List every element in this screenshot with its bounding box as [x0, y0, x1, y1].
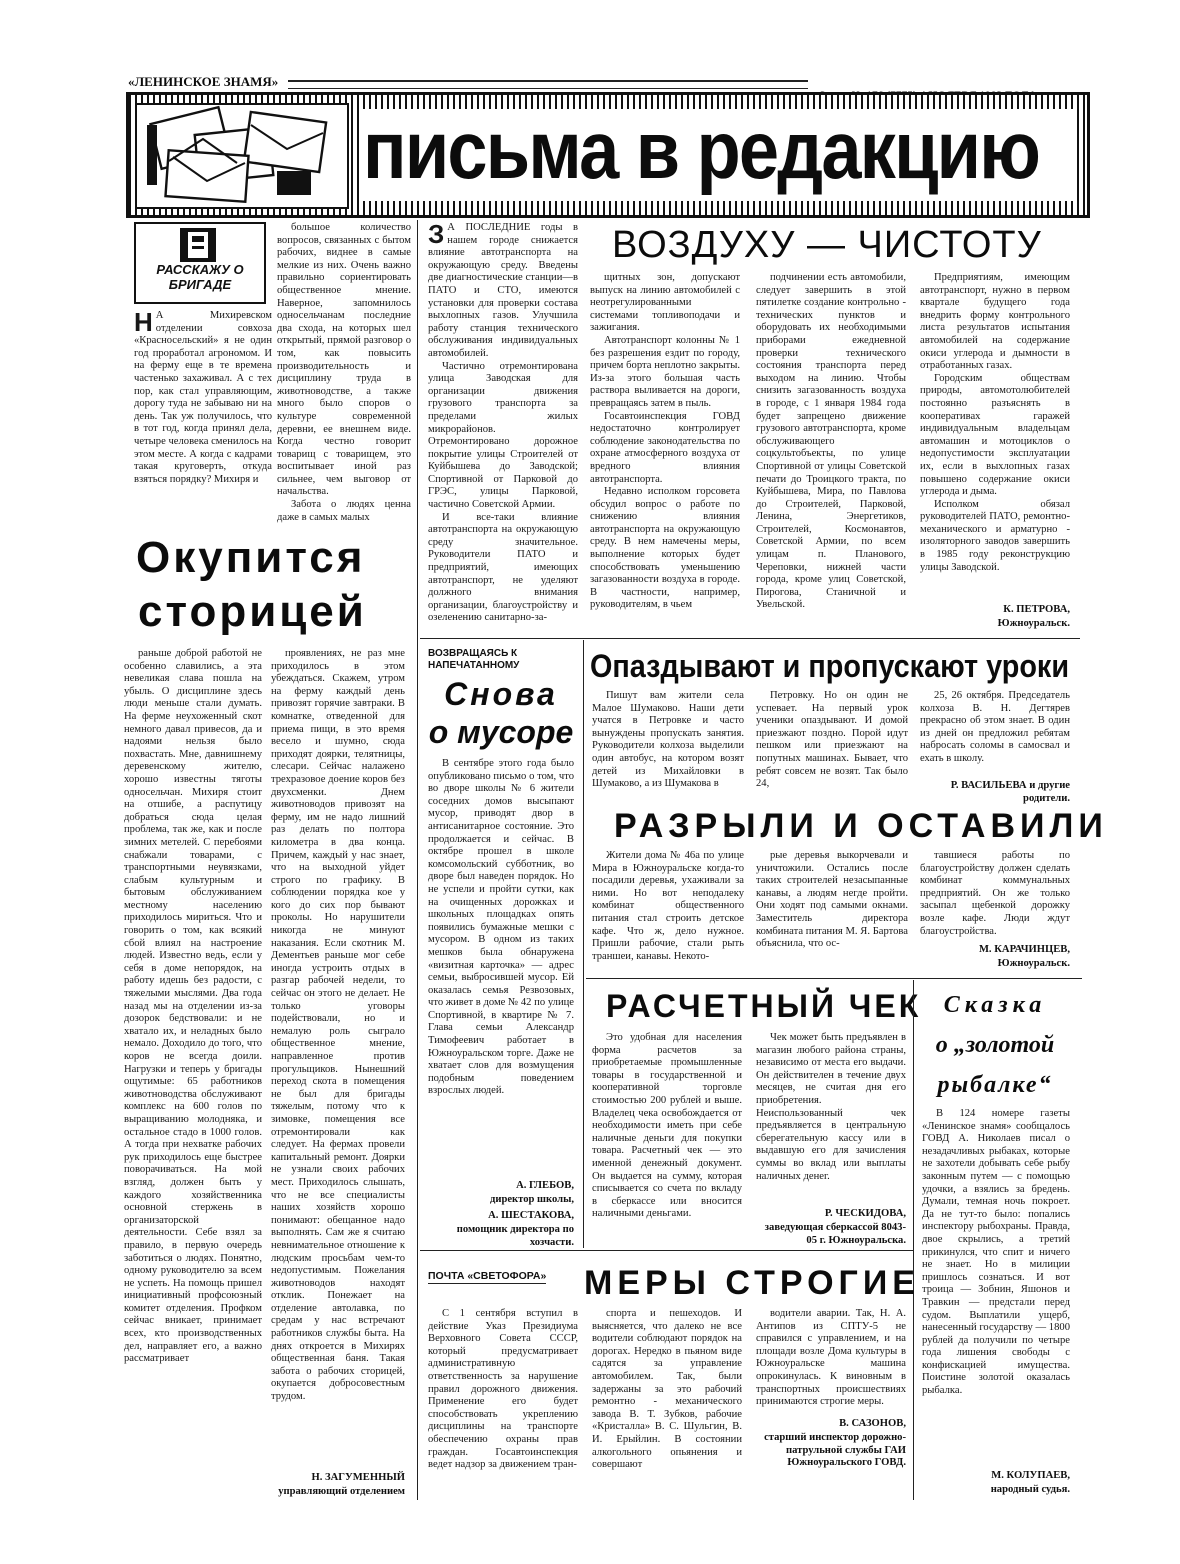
- section-rule: [586, 978, 1082, 979]
- raschet-col2: [756, 1032, 906, 1204]
- razryli-col1: [592, 850, 744, 962]
- brigade-badge: [134, 222, 266, 304]
- article-paragraph: раньше доброй работой не особенно славились, а эта невеликая слава пошла на убыль. О дисциплине здесь люди меньше стали думать. На ферме неухоженный скот немного давал привесов, да и надоями нельзя было похвастать. Мне, давнишнему деревенскому жителю, хорошо известны тяготы односельчан. Михиря стоит на отшибе, а распутицу добраться сюда целая проблема, так же, как и после зимних метелей. С перебоями снабжали товарами, с транспортными неувязками, слабым культурным и бытовым обслуживанием местному населению приходилось мириться. Что и говорить о том, как всякий сбой влиял на настроение людей. Известно ведь, если у себя в доме непорядок, на работу идешь без радости, с тяжелыми мыслями. Два года назад мы на отделении из-за дозорок бедствовали: и не хватало их, и неладных было немало. Доходило до того, что коров не всегда доили. Нагрузки и теперь у бригады ощутимые: 65 работников животноводства обслуживают комплекс на 600 голов по выращиванию молодняка, и остальное стадо в 1000 голов. А тогда при нехватке рабочих рук приходилось еще быстрее поворачиваться. На мой взгляд, должен быть у каждого хозяйственника основной стержень в организаторской деятельности. Себе взял за правило, в первую очередь заботиться о людях. Понятно, одному руководителю за всем не успеть. На помощь пришел инициативный профсоюзный комитет отделения. Профком сейчас вникает, принимает всех, кто производственных дел, направляет его, а важно рассматривает: [124, 648, 262, 1365]
- rubric-banner: [126, 92, 1090, 218]
- raschet-author: Р. ЧЕСКИДОВА,: [824, 1208, 906, 1219]
- column-rule: [583, 640, 584, 1248]
- section-rule: [420, 1250, 914, 1251]
- vozduh-author-place: Южноуральск.: [997, 618, 1070, 629]
- rubric-title-box: [359, 105, 1075, 201]
- newspaper-name: «ЛЕНИНСКОЕ ЗНАМЯ»: [128, 74, 279, 89]
- opazd-author: Р. ВАСИЛЬЕВА и другие родители.: [950, 780, 1070, 804]
- vozduh-author: К. ПЕТРОВА,: [1003, 604, 1070, 615]
- snova-author1-title: директор школы,: [490, 1194, 574, 1205]
- article-title-line2: сторицей: [138, 587, 367, 636]
- skazka-author-title: народный судья.: [990, 1484, 1070, 1495]
- pochta-col2: [592, 1308, 742, 1500]
- pochta-col3: [756, 1308, 906, 1414]
- article-paragraph: С 1 сентября вступил в действие Указ Президиума Верховного Совета СССР, который предусматривает административную ответственность за нарушение правил дорожного движения. Применение его будет способствовать укреплению дисциплины на транспорте обеспечению охраны прав граждан. Госавтоинспекция ведет надзор за движением тран-: [428, 1308, 578, 1471]
- section-rule: [420, 638, 1080, 639]
- brigade-emblem-icon: [180, 228, 216, 262]
- article-author: Н. ЗАГУМЕННЫЙ: [311, 1472, 405, 1483]
- article-paragraph: Забота о людях ценна даже в самых малых: [277, 499, 411, 523]
- opazd-title: Опаздывают и пропускают уроки: [590, 648, 1070, 684]
- vozduh-col2: [590, 272, 740, 628]
- article-paragraph: подчинении есть автомобили, следует завершить в этой пятилетке создание контрольно - технических пунктов и оборудовать их необходимыми приборами ежедневной проверки технического состояния транспорта перед выходом на линию. Чтобы снизить загазованность воздуха в городе, с 1 января 1984 года будет запрещено движение грузового автотранспорта, кроме обслуживающего соцкультобъекты, по улице Спортивной от улицы Советской печати до Троицкого тракта, по Куйбышева, Мира, по Павлова до Строителей, Парковой, Ленина, Энергетиков, Строителей, Космонавтов, Советской Армии, по всем улицам п. Планового, Череповки, нижней части города, кроме улиц Советской, Пирогова, Станичной и Увельской.: [756, 272, 906, 611]
- opazd-col1: [592, 690, 744, 804]
- column-rule: [913, 980, 914, 1500]
- article-paragraph: Исполком обязал руководителей ПАТО, ремонтно- механического и арматурно - изоляторного заводов завершить в 1985 году реконструкцию улицы Заводской.: [920, 498, 1070, 573]
- article-title: ВОЗДУХУ — ЧИСТОТУ: [612, 224, 1042, 266]
- article-paragraph: Госавтоинспекция ГОВД недостаточно контролирует соблюдение законодательства по охране атмосферного воздуха от вредного влияния автотранспорта.: [590, 410, 740, 485]
- brigade-badge-label: РАССКАЖУ О БРИГАДЕ: [156, 262, 244, 292]
- skazka-title-line3: рыбалке“: [937, 1072, 1053, 1098]
- pochta-col1: [428, 1308, 578, 1500]
- article-title-line1: Окупится: [136, 533, 366, 582]
- article-paragraph: А ПОСЛЕДНИЕ годы в нашем городе снижается влияние автотранспорта на окружающую среду. Введены две диагностические станции—в ПАТО и СТО, имеются установки для проверки состава выхлопных газов. Улучшила работу станция технического обслуживания индивидуальных автомобилей.: [428, 222, 578, 359]
- pochta-author: В. САЗОНОВ,: [839, 1418, 906, 1429]
- opazd-col2: [756, 690, 908, 804]
- raschet-title: РАСЧЕТНЫЙ ЧЕК: [606, 988, 922, 1024]
- article-paragraph: водители аварии. Так, Н. А. Антипов из СПТУ-5 не справился с управлением, и на площади возле Дома культуры в Южноуральске машина опрокинулась. К виновным в транспортных происшествиях принимаются строгие меры.: [756, 1308, 906, 1408]
- article-paragraph: проявлениях, не раз мне приходилось в этом убеждаться. Скажем, утром на ферму каждый день привозят горячие завтраки. В комнатке, отведенной для приема пищи, в это время весело и шумно, сюда приходят доярки, телятницы, слесари. Сейчас налажено трехразовое доение коров без двухсменки. Днем животноводов привозят на ферму, им не надо лишний раз делать по полтора километра в два конца. Причем, каждый у нас знает, что на выходной уйдет строго по графику. В соблюдении порядка кое у кого до сих пор бывают проколы. Но нарушители никогда не минуют наказания. Если скотник М. Дементьев раньше мог себе иногда устроить отдых в разгар рабочей недели, то сейчас он этого не делает. Не только уговоры подействовали, но и немалую роль сыграло общественное мнение, направленное против прогульщиков. Нынешний переход скота в помещения не был для бригады тяжелым, потому что к зимовке, помещения все отремонтировали как следует. На фермах провели капитальный ремонт. Доярки не узнали своих рабочих мест. Приходилось слышать, что не все специалисты наших хозяйств хорошо понимают: обещанное надо выполнять. Сам же я считаю невнимательное отношение к людским просьбам чем-то недопустимым. Пожелания животноводов находят отклик. Понежает на отделение автолавка, по средам у нас встречают работников службы быта. На днях откроется в Михирях общественная баня. Такая забота о рабочих сторицей, окупается добросовестным трудом.: [271, 648, 405, 1403]
- snova-title-line2: о мусоре: [428, 714, 574, 750]
- article-col2-body: [271, 648, 405, 1470]
- article-paragraph: Это удобная для населения форма расчетов за приобретаемые промышленные товары в государственной и кооперативной торговле стоимостью 200 рублей и выше. Владелец чека освобождается от необходимости иметь при себе наличные деньги для покупки товара. Расчетный чек — это именной денежный документ. Он выдается на сумму, которая списывается со счета по вкладу в сберкассе или вносится наличными деньгами.: [592, 1032, 742, 1220]
- skazka-title-line1: Сказка: [943, 992, 1047, 1018]
- article-paragraph: большое количество вопросов, связанных с бытом рабочих, виднее в самые мелкие из них. Очень важно правильно сориентировать общественное мнение. Наверное, запомнилось односельчанам последние два схода, на которых шел открытый, прямой разговор о том, как повысить производительность и дисциплину труда в животноводстве, а также много было споров о культуре современной деревни, ее внешнем виде. Когда честно говорит товарищ с товарищем, это воспитывает иной раз сильнее, чем выговор от начальства.: [277, 222, 411, 498]
- column-rule: [417, 220, 418, 1500]
- opazd-col3: [920, 690, 1070, 778]
- rubric-title: письма в редакцию: [363, 105, 1040, 196]
- razryli-title: РАЗРЫЛИ И ОСТАВИЛИ: [614, 807, 1108, 845]
- vozduh-col3: [756, 272, 906, 628]
- skazka-title-line2: о „золотой: [935, 1032, 1055, 1058]
- dropcap-n: Н: [134, 310, 153, 337]
- article-paragraph: А Михиревском отделении совхоза «Красносельский» я не один год проработал агрономом. И на ферму еще в те времена частенько захаживал. А с тех пор, как стал управляющим, дорогу туда не забываю ни на день. Так уж получилось, что в тот год, когда принял дела, четыре человека сменилось на этом месте. А когда с кадрами такая круговерть, откуда взяться порядку? Михиря и: [134, 310, 272, 485]
- vozduh-col4: [920, 272, 1070, 588]
- raschet-col1: [592, 1032, 742, 1242]
- article-author-title: управляющий отделением: [278, 1486, 405, 1497]
- article-paragraph: Петровку. Но он один не успевает. На первый урок ученики опаздывают. И домой приезжают поздно. Порой идут пешком или приезжают на попутных машинах. Бывает, что ребят совсем не возят. Так было 24,: [756, 690, 908, 790]
- pochta-title: МЕРЫ СТРОГИЕ: [584, 1264, 920, 1302]
- article-paragraph: Недавно исполком горсовета обсудил вопрос о работе по снижению влияния автотранспорта на окружающую среду. В нем намечены меры, выполнение которых будет способствовать уменьшению загазованности воздуха в городе. В частности, например, руководителям, в чьем: [590, 486, 740, 611]
- snova-body: [428, 758, 574, 1178]
- snova-author2-title: помощник директора по хозчасти.: [456, 1224, 574, 1248]
- raschet-author-title: заведующая сберкассой 8043-05 г. Южноуральска.: [764, 1222, 906, 1246]
- razryli-author-place: Южноуральск.: [997, 958, 1070, 969]
- article-paragraph: Жители дома № 46а по улице Мира в Южноуральске когда-то посадили деревья, ухаживали за ними. Но вот неподалеку комбинат общественного питания стал строить детское кафе. Что ж, дело нужное. Пришли рабочие, стали рыть траншеи, канавы. Некото-: [592, 850, 744, 962]
- article-paragraph: рые деревья выкорчевали и уничтожили. Остались после таких строителей незасыпанные канавы, а людям негде пройти. Они ходят под самыми окнами. Заместитель директора комбината питания М. Я. Бартова объяснила, что ос-: [756, 850, 908, 950]
- vozduh-col1: [428, 222, 578, 624]
- razryli-col3: [920, 850, 1070, 940]
- article-paragraph: Городским обществам природы, автомотолюбителей постоянно разъяснять в кооперативах гаражей индивидуальным владельцам автомашин и мотоциклов о недопустимости эксплуатации их, если в выхлопных газах повышено содержание окиси углерода и дыма.: [920, 372, 1070, 498]
- snova-author2: А. ШЕСТАКОВА,: [488, 1210, 574, 1221]
- article-paragraph: Частично отремонтирована улица Заводская для организации движения грузового транспорта за пределами жилых микрорайонов. Отремонтировано дорожное покрытие улицы Строителей от Куйбышева до Заводской; Спортивной от Парковой до ГРЭС, улицы Парковой, частично Советской Армии.: [428, 360, 578, 511]
- article-paragraph: 25, 26 октября. Председатель колхоза В. Н. Дегтярев прекрасно об этом знает. В один из дней он предложил ребятам набросать соломы в самосвал и ехать в школу.: [920, 690, 1070, 764]
- article-col1-start: [134, 310, 272, 530]
- snova-title-line1: Снова: [444, 676, 558, 712]
- article-paragraph: тавшиеся работы по благоустройству должен сделать комбинат коммунальных предприятий. Он же только засыпал щебенкой дорожку возле кафе. Люди ждут благоустройства.: [920, 850, 1070, 937]
- article-paragraph: спорта и пешеходов. И выясняется, что далеко не все водители соблюдают порядок на дорогах. Нередко в пьяном виде садятся за управление автомобилем. Так, были задержаны за это рабочий ремонтно - механического завода В. Т. Зубков, рабочие «Кристалла» В. С. Шульгин, В. И. Ерыйлин. В состоянии алкогольного опьянения и совершают: [592, 1308, 742, 1471]
- razryli-col2: [756, 850, 908, 962]
- snova-kicker: ВОЗВРАЩАЯСЬ К НАПЕЧАТАННОМУ: [428, 648, 520, 671]
- skazka-author: М. КОЛУПАЕВ,: [991, 1470, 1070, 1481]
- pochta-author-title: старший инспектор дорожно-патрульной службы ГАИ Южноуральского ГОВД.: [764, 1432, 906, 1469]
- masthead-rule: [288, 80, 808, 89]
- article-paragraph: Чек может быть предъявлен в магазин любого района страны, независимо от места его выдачи. Он действителен в течение двух месяцев, не считая дня его приобретения. Неиспользованный чек предъявляется в центральную сберегательную кассу или в выдавшую его для зачисления суммы во вклад или выплаты наличных денег.: [756, 1032, 906, 1182]
- envelopes-icon: [135, 103, 349, 209]
- article-col2-start: [277, 222, 411, 542]
- snova-author1: А. ГЛЕБОВ,: [516, 1180, 574, 1191]
- razryli-author: М. КАРАЧИНЦЕВ,: [978, 944, 1070, 955]
- article-paragraph: В 124 номере газеты «Ленинское знамя» сообщалось ГОВД А. Николаев писал о незадачливых рыбаках, которые не захотели добывать себе рыбу законным путем — с помощью удочки, а взялись за бредень. Думали, темная ночь покроет. Да не тут-то было: попались инспектору рыбохраны. Правда, двое скрылись, а третий прикинулся, что спит и ничего не знает. Но в милиции пришлось сознаться. И вот троица — Зобнин, Яшонов и Травкин — предстали перед судом. Выплатили ущерб, нанесенный государству — 1800 рублей да получили по четыре года лишения свободы с конфискацией имущества. Поистине золотой оказалась рыбалка.: [922, 1108, 1070, 1397]
- article-paragraph: И все-таки влияние автотранспорта на окружающую среду значительное. Руководители ПАТО и предприятий, имеющих автотранспорт, не уделяют должного внимания организации, благоустройству и озеленению санитарно-за-: [428, 511, 578, 624]
- article-paragraph: В сентябре этого года было опубликовано письмо о том, что во дворе школы № 6 жители соседних домов высыпают мусор, приводят двор в антисанитарное состояние. Это продолжается и сейчас. В октябре прошел в школе комсомольский субботник, во дворе был наведен порядок. Но не успели и пройти сутки, как на очищенных дорожках и школьных площадках опять появились бумажные мешки с мусором. В одном из таких мешков была обнаружена «визитная карточка» — адрес семьи, выбросившей мусор. Ей оказалась семья Резвозовых, что живет в доме № 42 по улице Спортивной, в квартире № 7. Глава семьи Александр Тимофеевич работает в Южноуральском торге. Даже не хватает слов для возмущения подобным поведением взрослых людей.: [428, 758, 574, 1097]
- article-paragraph: Предприятиям, имеющим автотранспорт, нужно в первом квартале будущего года внедрить форму контрольного листа результатов испытания автомобилей на содержание окиси углерода и дымности в отработанных газах.: [920, 272, 1070, 372]
- dropcap-z: З: [428, 222, 445, 249]
- article-col1-body: [124, 648, 262, 1500]
- article-paragraph: Пишут вам жители села Малое Шумаково. Наши дети учатся в Петровке и часто вынуждены пропускать занятия. Руководители колхоза выделили один автобус, на котором возят детей из Михайловки в Шумаково, а из Шумакова в: [592, 690, 744, 790]
- article-paragraph: щитных зон, допускают выпуск на линию автомобилей с неотрегулированными системами топливоподачи и зажигания.: [590, 272, 740, 334]
- skazka-body: [922, 1108, 1070, 1470]
- pochta-kicker: ПОЧТА «СВЕТОФОРА»: [428, 1270, 547, 1282]
- article-paragraph: Автотранспорт колонны № 1 без разрешения ездит по городу, причем борта неплотно закрыты. Из-за этого большая часть раствора выливается на дороги, превращаясь затем в пыль.: [590, 334, 740, 409]
